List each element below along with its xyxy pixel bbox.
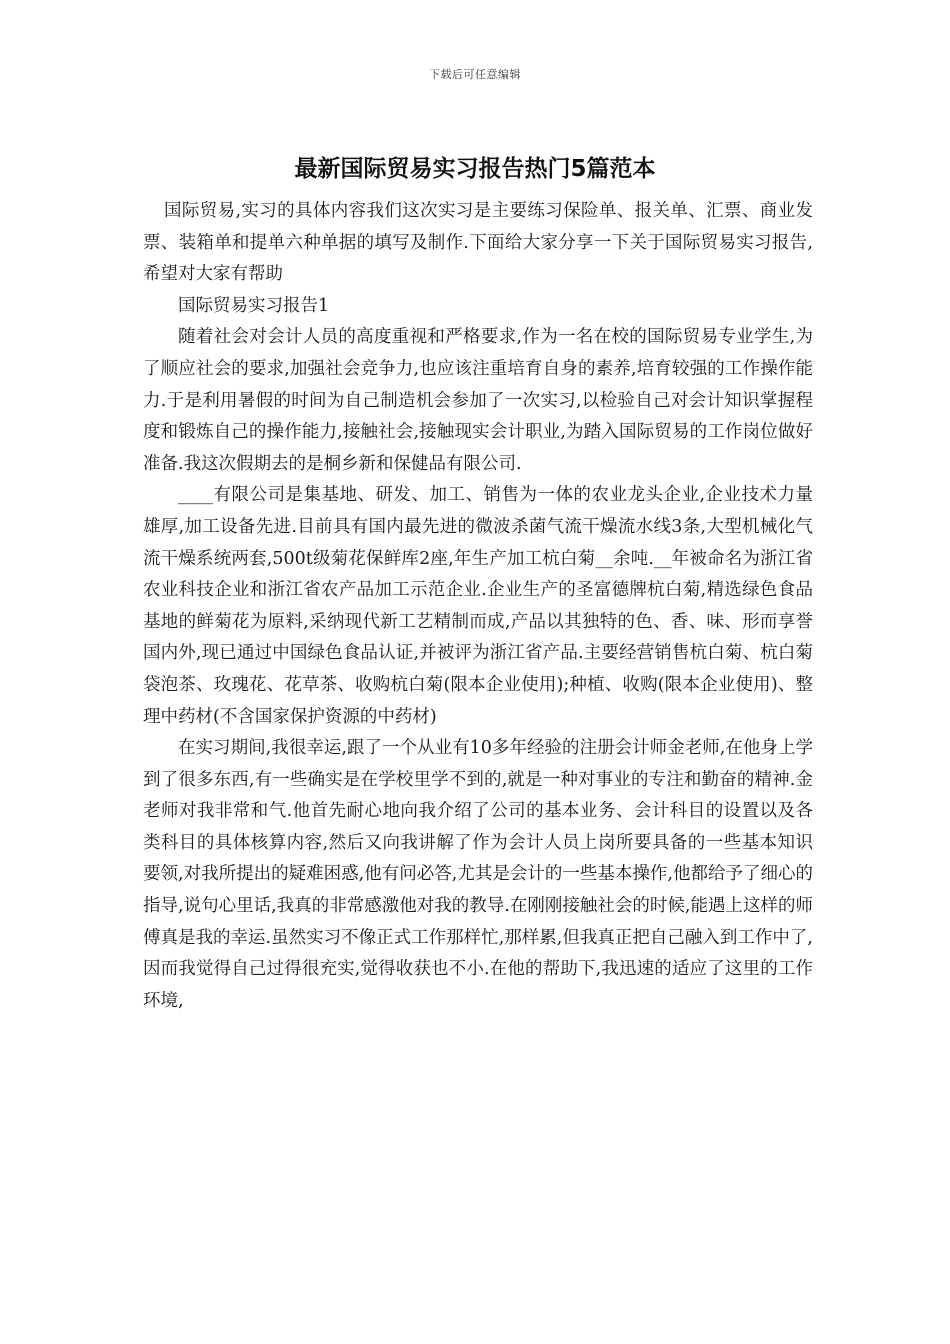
document-body bbox=[143, 196, 813, 1017]
section-heading: 国际贸易实习报告1 bbox=[178, 295, 330, 316]
document-title: 最新国际贸易实习报告热门5篇范本 bbox=[294, 156, 656, 182]
intro-paragraph: 国际贸易,实习的具体内容我们这次实习是主要练习保险单、报关单、汇票、商业发票、装箱单和提单六种单据的填写及制作.下面给大家分享一下关于国际贸易实习报告,希望对大家有帮助 bbox=[143, 201, 813, 285]
body-paragraph-3: 在实习期间,我很幸运,跟了一个从业有10多年经验的注册会计师金老师,在他身上学到了很多东西,有一些确实是在学校里学不到的,就是一种对事业的专注和勤奋的精神.金老师对我非常和气.他首先耐心地向我介绍了公司的基本业务、会计科目的设置以及各类科目的具体核算内容,然后又向我讲解了作为会计人员上岗所要具备的一些基本知识要领,对我所提出的疑难困惑,他有问必答,尤其是会计的一些基本操作,他都给予了细心的指导,说句心里话,我真的非常感激他对我的教导.在刚刚接触社会的时候,能遇上这样的师傅真是我的幸运.虽然实习不像正式工作那样忙,那样累,但我真正把自己融入到工作中了,因而我觉得自己过得很充实,觉得收获也不小.在他的帮助下,我迅速的适应了这里的工作环境, bbox=[143, 738, 813, 1011]
body-paragraph-2: ____有限公司是集基地、研发、加工、销售为一体的农业龙头企业,企业技术力量雄厚,加工设备先进.目前具有国内最先进的微波杀菌气流干燥流水线3条,大型机械化气流干燥系统两套,500t级菊花保鲜库2座,年生产加工杭白菊__余吨.__年被命名为浙江省农业科技企业和浙江省农产品加工示范企业.企业生产的圣富德牌杭白菊,精选绿色食品基地的鲜菊花为原料,采纳现代新工艺精制而成,产品以其独特的色、香、味、形而享誉国内外,现已通过中国绿色食品认证,并被评为浙江省产品.主要经营销售杭白菊、杭白菊袋泡茶、玫瑰花、花草茶、收购杭白菊(限本企业使用);种植、收购(限本企业使用)、整理中药材(不含国家保护资源的中药材) bbox=[143, 485, 813, 727]
header-note: 下载后可任意编辑 bbox=[429, 68, 521, 81]
body-paragraph-1: 随着社会对会计人员的高度重视和严格要求,作为一名在校的国际贸易专业学生,为了顺应社会的要求,加强社会竞争力,也应该注重培育自身的素养,培育较强的工作操作能力.于是利用暑假的时间为自己制造机会参加了一次实习,以检验自己对会计知识掌握程度和锻炼自己的操作能力,接触社会,接触现实会计职业,为踏入国际贸易的工作岗位做好准备.我这次假期去的是桐乡新和保健品有限公司. bbox=[143, 327, 813, 474]
